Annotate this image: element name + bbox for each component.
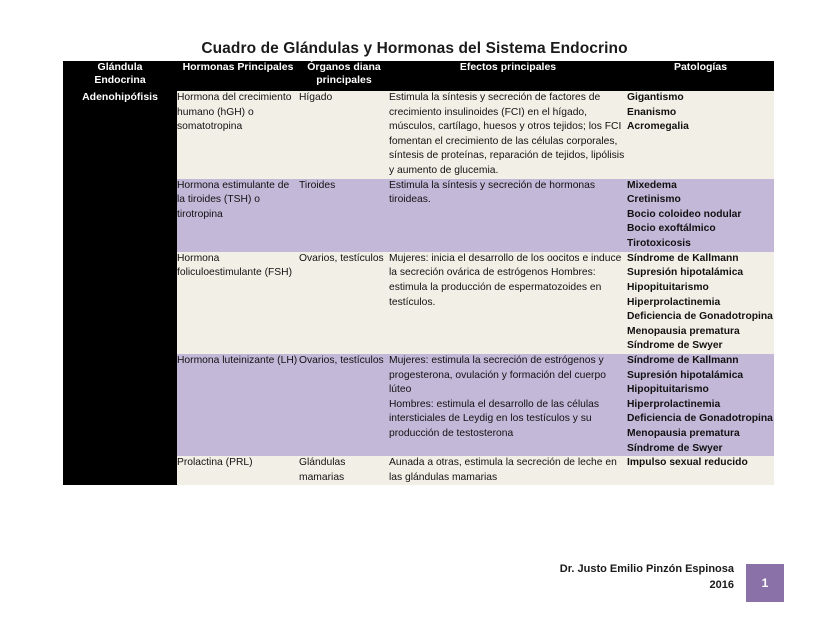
pathologies-cell: Síndrome de Kallmann Supresión hipotalámica Hipopituitarismo Hiperprolactinemia Deficiencia de Gonadotropina Menopausia prematura Síndrome de Swyer [627,252,774,354]
pathologies-cell: Mixedema Cretinismo Bocio coloideo nodular Bocio exoftálmico Tirotoxicosis [627,179,774,252]
hormone-cell: Hormona del crecimiento humano (hGH) o somatotropina [177,91,299,179]
column-header-gland [63,61,177,91]
page-title: Cuadro de Glándulas y Hormonas del Sistema Endocrino [201,40,628,57]
column-header-organs [299,61,389,91]
table-row [63,91,774,179]
column-header-organs-line2: principales [316,74,372,87]
footer-year: 2016 [709,579,734,592]
pathologies-cell: Síndrome de Kallmann Supresión hipotalámica Hipopituitarismo Hiperprolactinemia Deficiencia de Gonadotropina Menopausia prematura Síndrome de Swyer [627,354,774,456]
organ-cell: Glándulas mamarias [299,456,389,485]
column-header-hormones: Hormonas Principales [177,61,299,91]
organ-cell: Ovarios, testículos [299,252,389,354]
effects-cell: Estimula la síntesis y secreción de factores de crecimiento insulinoides (FCI) en el hígado, músculos, cartílago, huesos y otros tejidos; los FCI fomentan el crecimiento de las células corporales, síntesis de proteínas, reparación de tejidos, lipólisis y aumento de glucemia. [389,91,627,179]
hormone-cell: Hormona foliculoestimulante (FSH) [177,252,299,354]
organ-cell: Hígado [299,91,389,179]
gland-name-cell: Adenohipófisis [63,91,177,485]
column-header-pathologies: Patologías [627,61,774,91]
hormone-cell: Hormona estimulante de la tiroides (TSH) o tirotropina [177,179,299,252]
endocrine-table [63,61,774,485]
page-number-badge: 1 [746,564,784,602]
organ-cell: Ovarios, testículos [299,354,389,456]
pathologies-cell: Impulso sexual reducido [627,456,774,485]
hormone-cell: Prolactina (PRL) [177,456,299,485]
table-header-row [63,61,774,91]
effects-cell: Aunada a otras, estimula la secreción de leche en las glándulas mamarias [389,456,627,485]
column-header-gland-line2: Endocrina [94,74,146,87]
hormone-cell: Hormona luteinizante (LH) [177,354,299,456]
footer-author-name: Dr. Justo Emilio Pinzón Espinosa [559,563,734,576]
pathologies-cell: Gigantismo Enanismo Acromegalia [627,91,774,179]
effects-cell: Estimula la síntesis y secreción de hormonas tiroideas. [389,179,627,252]
footer-author-block [560,562,734,594]
column-header-effects: Efectos principales [389,61,627,91]
effects-cell: Mujeres: estimula la secreción de estrógenos y progesterona, ovulación y formación del cuerpo lúteo Hombres: estimula el desarrollo de las células intersticiales de Leydig en los testículos y su producción de testosterona [389,354,627,456]
organ-cell: Tiroides [299,179,389,252]
table-body [63,91,774,485]
effects-cell: Mujeres: inicia el desarrollo de los oocitos e induce la secreción ovárica de estrógenos Hombres: estimula la producción de espermatozoides en testículos. [389,252,627,354]
column-header-organs-line1: Órganos diana [307,61,381,73]
table-header [63,61,774,91]
column-header-gland-line1: Glándula [97,61,143,73]
